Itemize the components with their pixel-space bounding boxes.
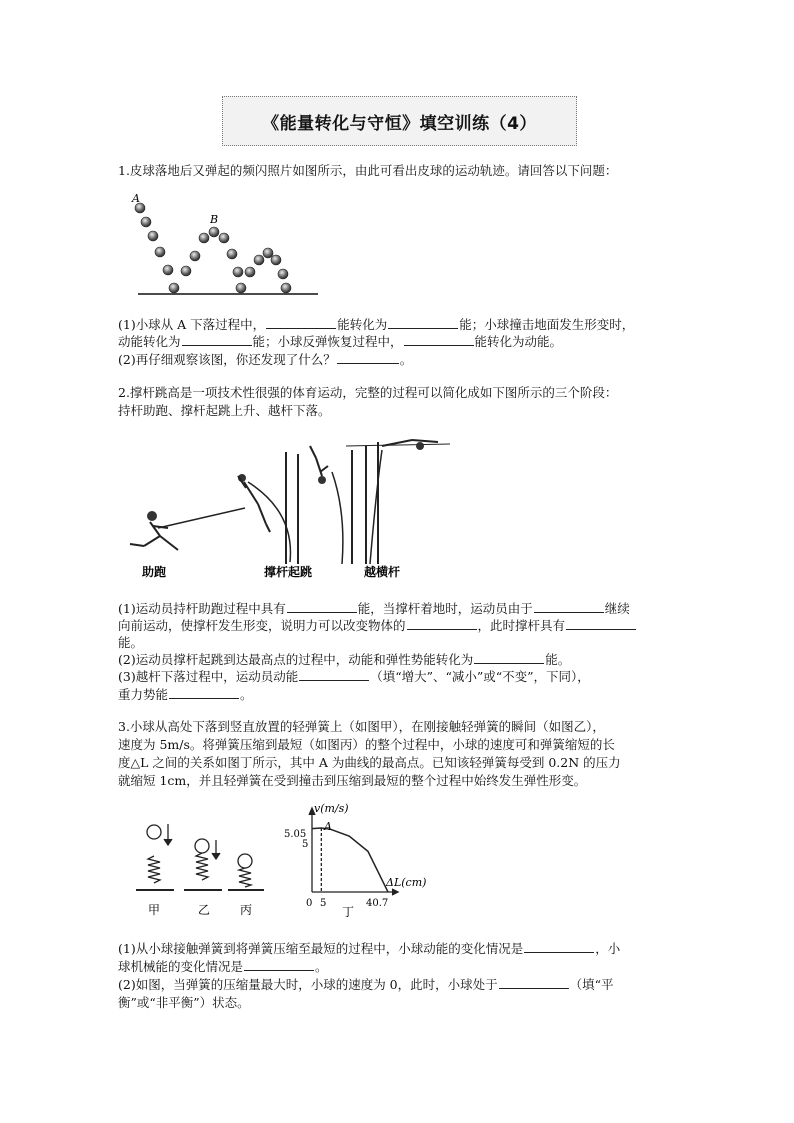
- answer-blank[interactable]: [169, 686, 239, 699]
- q3-springs-figure: [132, 816, 272, 922]
- q2-stem-2: 持杆助跑、撑杆起跳上升、越杆下落。: [118, 403, 331, 418]
- title-box: [222, 96, 577, 146]
- answer-blank[interactable]: [407, 617, 477, 630]
- q1-line3: (2)再仔细观察该图，你还发现了什么？ 。: [118, 352, 413, 367]
- label-jia: 甲: [148, 903, 161, 917]
- answer-blank[interactable]: [474, 651, 544, 664]
- q2-line2: 向前运动，使撑杆发生形变，说明力可以改变物体的 ，此时撑杆具有: [118, 617, 678, 634]
- q3-line3: (2)如图，当弹簧的压缩量最大时，小球的速度为 0，此时，小球处于 （填“平: [118, 977, 614, 992]
- label-over-bar: 越横杆: [364, 565, 401, 579]
- q2-stem-1: 2.撑杆跳高是一项技术性很强的体育运动，完整的过程可以简化成如下图所示的三个阶段：: [118, 385, 618, 400]
- q1-bouncing-ball-figure: [128, 190, 328, 300]
- spring-compressed: [239, 868, 251, 887]
- q2-line3: 能。: [118, 635, 144, 650]
- q3-stem-4: 就缩短 1cm，并且轻弹簧在受到撞击到压缩到最短的整个过程中始终发生弹性形变。: [118, 773, 587, 788]
- label-b: B: [210, 213, 219, 226]
- label-takeoff: 撑杆起跳: [264, 565, 313, 579]
- answer-blank[interactable]: [388, 316, 458, 329]
- label-ding: 丁: [342, 905, 355, 918]
- q3-velocity-graph: [280, 800, 450, 918]
- label-a: A: [132, 192, 140, 205]
- x-tick-0: 0: [306, 898, 313, 909]
- q3-line1: (1)从小球接触弹簧到将弹簧压缩至最短的过程中，小球动能的变化情况是 ，小: [118, 941, 621, 956]
- q3-stem-1: 3.小球从高处下落到竖直放置的轻弹簧上（如图甲），在刚接触轻弹簧的瞬间（如图乙），: [118, 719, 605, 734]
- page-title: 《能量转化与守恒》填空训练（4）: [262, 113, 537, 134]
- answer-blank[interactable]: [534, 600, 604, 613]
- q1-stem: 1.皮球落地后又弹起的频闪照片如图所示，由此可看出皮球的运动轨迹。请回答以下问题：: [118, 163, 618, 178]
- answer-blank[interactable]: [566, 617, 636, 630]
- x-tick-5: 5: [320, 898, 327, 909]
- answer-blank[interactable]: [287, 600, 357, 613]
- q2-pole-vault-figure: [120, 432, 450, 582]
- q3-line2: 球机械能的变化情况是 。: [118, 959, 328, 974]
- y-tick-5: 5: [302, 839, 309, 850]
- vaulter-crossbar-figure: [346, 440, 450, 564]
- answer-blank[interactable]: [499, 976, 569, 989]
- q1-line1: (1)小球从 A 下落过程中， 能转化为 能；小球撞击地面发生形变时，: [118, 317, 635, 332]
- x-axis-label: ΔL(cm): [386, 876, 427, 889]
- y-axis-label: v(m/s): [314, 802, 349, 815]
- answer-blank[interactable]: [182, 333, 252, 346]
- q3-stem-3: 度△L 之间的关系如图丁所示，其中 A 为曲线的最高点。已知该轻弹簧每受到 0.2N 的压力: [118, 755, 621, 770]
- q1-line2: 动能转化为 能；小球反弹恢复过程中， 能转化为动能。: [118, 334, 563, 349]
- vaulter-takeoff-figure: [238, 474, 290, 562]
- y-tick-505: 5.05: [284, 829, 307, 840]
- answer-blank[interactable]: [404, 333, 474, 346]
- peak-label: A: [324, 820, 332, 833]
- q3-stem-2: 速度为 5m/s。将弹簧压缩到最短（如图丙）的整个过程中，小球的速度可和弹簧缩短的长: [118, 737, 615, 752]
- label-bing: 丙: [240, 903, 253, 917]
- runner-figure: [130, 508, 245, 550]
- uprights: [286, 442, 378, 564]
- answer-blank[interactable]: [266, 316, 336, 329]
- label-run-up: 助跑: [142, 565, 167, 579]
- answer-blank[interactable]: [337, 351, 399, 364]
- q2-line4: (2)运动员撑杆起跳到达最高点的过程中，动能和弹性势能转化为 能。: [118, 652, 571, 667]
- x-tick-407: 40.7: [366, 898, 389, 909]
- vaulter-inverted-figure: [310, 446, 343, 564]
- label-yi: 乙: [198, 903, 211, 917]
- spring-contact: [196, 853, 208, 880]
- answer-blank[interactable]: [244, 958, 314, 971]
- answer-blank[interactable]: [299, 668, 369, 681]
- answer-blank[interactable]: [524, 940, 594, 953]
- velocity-curve: [312, 828, 388, 892]
- spring-relaxed: [148, 856, 160, 883]
- q2-line6: 重力势能 。: [118, 687, 253, 702]
- q2-line1: (1)运动员持杆助跑过程中具有 能，当撑杆着地时，运动员由于 继续: [118, 601, 630, 616]
- q3-line4: 衡”或“非平衡”）状态。: [118, 995, 250, 1010]
- q2-line5: (3)越杆下落过程中，运动员动能 （填“增大”、“减小”或“不变”，下同），: [118, 669, 590, 684]
